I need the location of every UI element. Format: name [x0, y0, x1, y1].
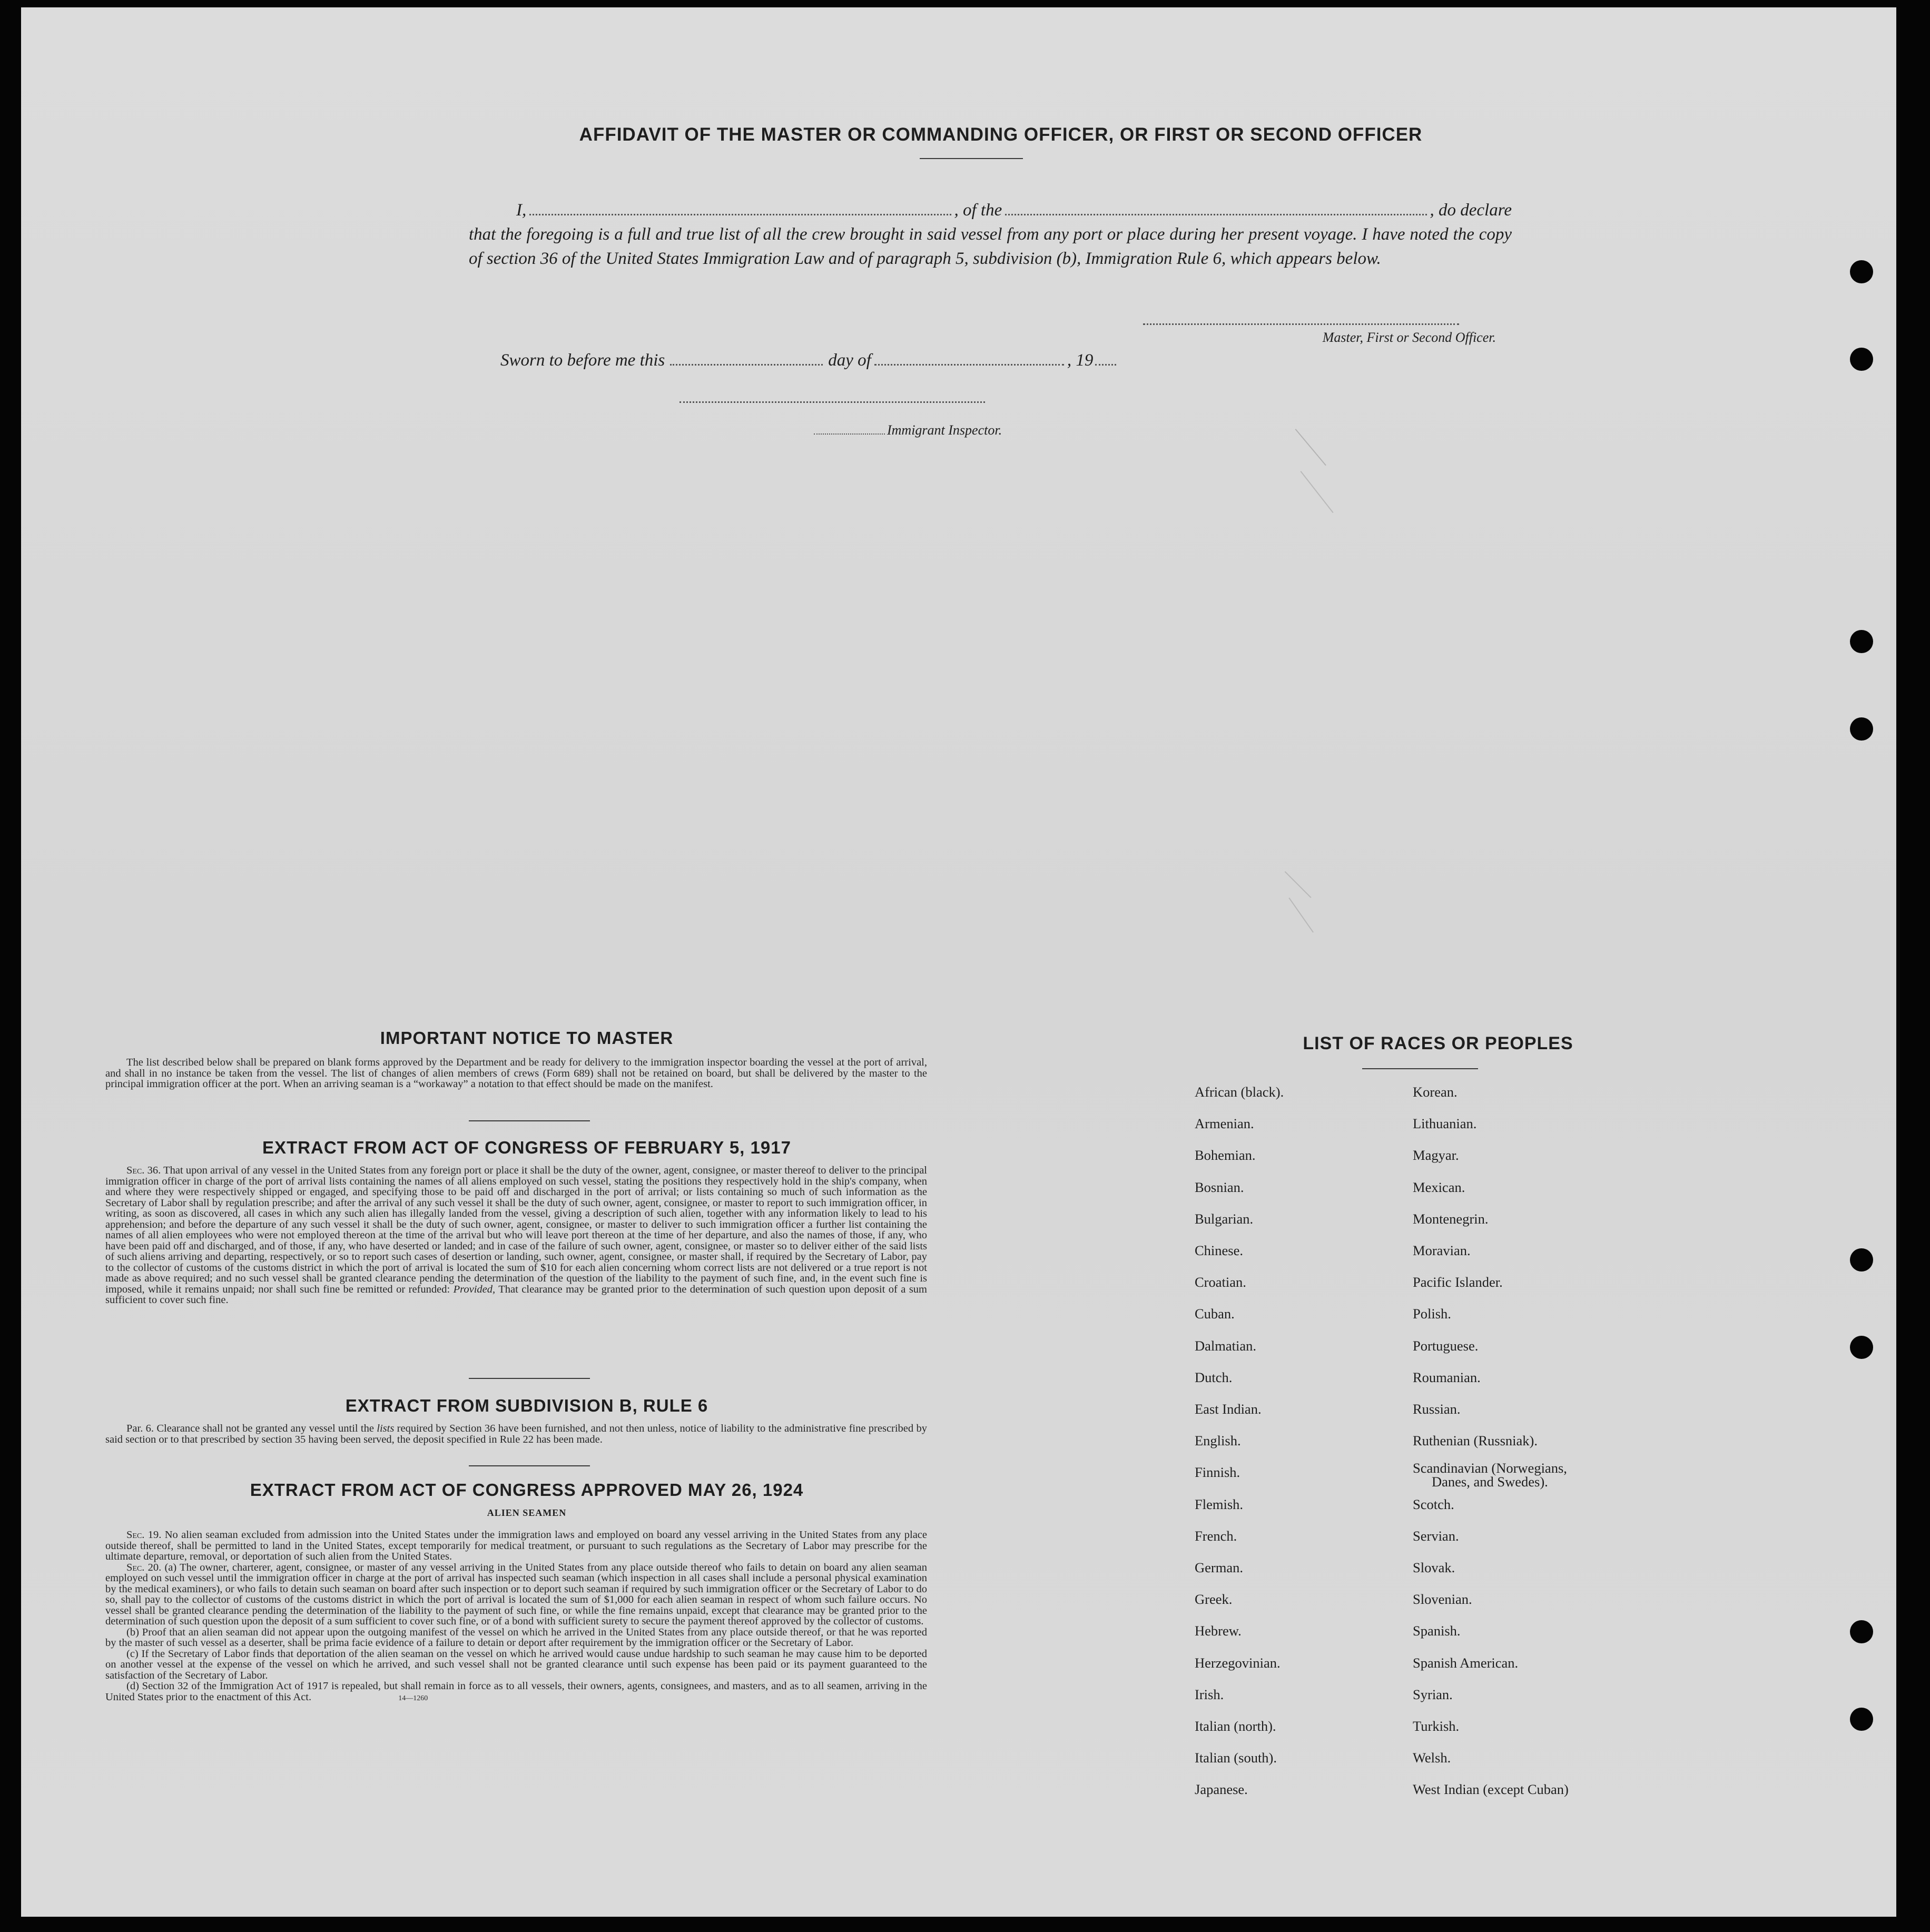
extract-rule6-body — [105, 1423, 927, 1445]
race-label: Ruthenian (Russniak). — [1413, 1433, 1538, 1448]
race-item — [1413, 1529, 1459, 1543]
binder-hole — [1850, 1248, 1873, 1271]
race-item — [1413, 1687, 1453, 1702]
of-the-label: , of the — [954, 201, 1002, 220]
inspector-caption-row — [814, 422, 1002, 438]
extract-1917-body — [105, 1165, 927, 1306]
race-label: Polish. — [1413, 1306, 1451, 1322]
race-label-continuation: Danes, and Swedes). — [1432, 1474, 1548, 1490]
do-declare-label: , do declare — [1430, 201, 1512, 220]
races-title-underline — [1362, 1068, 1478, 1069]
divider-2 — [469, 1378, 590, 1379]
sec19-text: No alien seaman excluded from admission into the United States under the immigration laws and employed on board any vessel arriving in the United States from any place outside thereof, shall be permitted to land in the United States, except temporarily for medical treatment, or pursuant to such regulations as the Secretary of Labor may prescribe for the ultimate departure, removal, or deportation of such alien from the United States. — [105, 1529, 928, 1562]
race-label: Korean. — [1413, 1084, 1458, 1100]
sec20c-paragraph: (c) If the Secretary of Labor finds that deportation of the alien seaman on the vessel on which he arrived would cause undue hardship to such seaman he may cause him to be deported on another vessel at the expense of the vessel on which he arrived, and such vessel shall not be granted clearance until such expense has been paid or its payment guaranteed to the satisfaction of the Secretary of Labor. — [105, 1648, 927, 1681]
race-item: Dutch. — [1195, 1369, 1233, 1385]
scan-mark — [1285, 871, 1312, 898]
divider-1 — [469, 1120, 590, 1121]
race-item: Bulgarian. — [1195, 1211, 1254, 1227]
race-item — [1413, 1750, 1451, 1765]
notice-paragraph: The list described below shall be prepared on blank forms approved by the Department and be ready for delivery to the immigration inspector boarding the vessel at the port of arrival, and shall in no instance be taken from the vessel. The list of changes of alien members of crews (Form 689) shall not be retained on board, but shall be delivered by the master to the principal immigration officer at the port. When an arriving seaman is a “workaway” a notation to that effect should be made on the manifest. — [105, 1057, 927, 1090]
race-item: Croatian. — [1195, 1274, 1246, 1290]
sworn-line — [500, 351, 1116, 370]
extract-rule6-title: EXTRACT FROM SUBDIVISION B, RULE 6 — [345, 1396, 708, 1415]
binder-hole — [1850, 1708, 1873, 1731]
sworn-year-field[interactable] — [1095, 352, 1116, 366]
proviso-label: Provided, — [453, 1283, 496, 1295]
race-label: Welsh. — [1413, 1750, 1451, 1766]
title-underline — [920, 158, 1023, 159]
binder-hole — [1850, 1336, 1873, 1359]
race-label: Montenegrin. — [1413, 1211, 1489, 1227]
extract-1924-body — [105, 1530, 927, 1704]
race-item: Dalmatian. — [1195, 1338, 1256, 1354]
race-item: Cuban. — [1195, 1306, 1235, 1322]
year-label: , 19 — [1067, 351, 1094, 370]
declaration-first-line — [469, 198, 1512, 222]
race-item: Flemish. — [1195, 1496, 1244, 1512]
alien-seamen-subtitle: ALIEN SEAMEN — [487, 1507, 567, 1518]
race-item: African (black). — [1195, 1084, 1284, 1100]
race-label: Syrian. — [1413, 1687, 1453, 1702]
binder-hole — [1850, 1620, 1873, 1643]
sec36-text: That upon arrival of any vessel in the United States from any foreign port or place it shall be the duty of the owner, agent, consignee, or master thereof to deliver to the principal immigration officer in charge of the port of arrival lists containing the names of all aliens employed on such vessel, stating the positions they respectively hold in the ship's company, when and where they were respectively shipped or engaged, and specifying those to be paid off and discharged in the port of arrival; or lists containing so much of such information as the Secretary of Labor shall by regulation prescribe; and after the arrival of any such vessel it shall be the duty of such owner, agent, consignee, or master to report to such immigration officer, in writing, as soon as discovered, all cases in which any such alien has illegally landed from the vessel, giving a description of such alien, together with any information likely to lead to his apprehension; and before the departure of any such vessel it shall be the duty of such owner, agent, consignee, or master to deliver to such immigration officer a further list containing the names of all alien employees who were not employed thereon at the time of the arrival but who will leave port thereon at the time of her departure, and also the names of those, if any, who have been paid off and discharged, and of those, if any, who have deserted or landed; and in case of the failure of such owner, agent, consignee, or master so to deliver either of the said lists of such aliens arriving and departing, respectively, or so to report such cases of desertion or landing, such owner, agent, consignee, or master shall, if required by the Secretary of Labor, pay to the collector of customs of the customs district in which the port of arrival is located the sum of $10 for each alien concerning whom correct lists are not delivered or a true report is not made as above required; and no such vessel shall be granted clearance pending the determination of the question of the liability to the payment of such fine, and, in the event such fine is imposed, while it remains unpaid; nor shall such fine be remitted or refunded: — [105, 1165, 927, 1295]
signature-line[interactable] — [1143, 323, 1459, 325]
race-label: Spanish. — [1413, 1623, 1461, 1639]
race-item: Irish. — [1195, 1687, 1224, 1702]
sec20a-paragraph — [105, 1562, 927, 1627]
race-item — [1413, 1782, 1569, 1797]
proviso-text: That clearance may be granted prior to the determination of such question upon deposit of a sum sufficient to cover such fine. — [105, 1283, 927, 1306]
divider-3 — [469, 1465, 590, 1466]
race-item — [1413, 1085, 1458, 1099]
sec20a-text: (a) The owner, charterer, agent, consignee, or master of any vessel arriving in the United States from any place outside thereof who fails to detain on board any alien seaman employed on such vessel until the immigration officer in charge at the port of arrival has inspected such seaman (which inspection in all cases shall include a personal physical examination by the medical examiners), or who fails to detain such seaman on board after such inspection or to deport such seaman if required by such immigration officer or the Secretary of Labor to do so, shall pay to the collector of customs of the customs district in which the port of arrival is located the sum of $1,000 for each alien seaman in respect of whom such failure occurs. No vessel shall be granted clearance pending the determination of the liability to the payment of such fine, or while the fine remains unpaid, except that clearance may be granted prior to the determination of such question upon the deposit of a sum sufficient to cover such fine, or of a bond with sufficient surety to secure the payment thereof approved by the collector of customs. — [105, 1561, 928, 1627]
par6-text-before: Par. 6. Clearance shall not be granted any vessel until the — [126, 1423, 374, 1434]
race-item — [1413, 1655, 1518, 1670]
i-label: I, — [516, 201, 527, 220]
declaration-body: that the foregoing is a full and true list of all the crew brought in said vessel from any port or place during her present voyage. I have noted the copy of section 36 of the United States Immigration Law and of paragraph 5, subdivision (b), Immigration Rule 6, which appears below. — [469, 225, 1512, 268]
race-item — [1413, 1338, 1478, 1353]
sec20b-paragraph: (b) Proof that an alien seaman did not appear upon the outgoing manifest of the vessel on which he arrived in the United States from any place outside thereof, or that he was reported by the master of such vessel as a deserter, shall be prima facie evidence of a failure to detain or deport after requirement by the immigration officer or the Secretary of Labor. — [105, 1626, 927, 1649]
notice-title: IMPORTANT NOTICE TO MASTER — [380, 1028, 674, 1048]
race-item — [1413, 1402, 1461, 1416]
race-label: Slovak. — [1413, 1560, 1455, 1575]
race-label: Lithuanian. — [1413, 1116, 1477, 1131]
race-label: West Indian (except Cuban) — [1413, 1781, 1569, 1797]
race-item — [1413, 1306, 1451, 1321]
race-item — [1413, 1370, 1481, 1385]
scan-mark — [1300, 471, 1333, 513]
sec20d-text: (d) Section 32 of the Immigration Act of 1917 is repealed, but shall remain in force as to all vessels, their owners, agents, consignees, and masters, and as to all seamen, arriving in the United States prior to the enactment of this Act. — [105, 1680, 927, 1703]
affidavit-title: AFFIDAVIT OF THE MASTER OR COMMANDING OFFICER, OR FIRST OR SECOND OFFICER — [579, 124, 1423, 145]
race-item: English. — [1195, 1433, 1241, 1448]
par6-text-after: required by Section 36 have been furnished, and not then unless, notice of liability to the administrative fine prescribed by said section or to that prescribed by section 35 having been served, the deposit specified in Rule 22 has been made. — [105, 1423, 927, 1445]
signature-caption: Master, First or Second Officer. — [1322, 330, 1496, 345]
inspector-leader — [814, 433, 885, 435]
extract-1917-title: EXTRACT FROM ACT OF CONGRESS OF FEBRUARY 5, 1917 — [262, 1138, 791, 1157]
race-item — [1413, 1243, 1471, 1258]
race-item: Herzegovinian. — [1195, 1655, 1281, 1671]
race-item — [1413, 1623, 1461, 1638]
race-item — [1413, 1148, 1459, 1162]
race-label: Mexican. — [1413, 1179, 1465, 1195]
sec36-label: Sec. 36. — [126, 1165, 161, 1176]
binder-hole — [1850, 717, 1873, 741]
race-item — [1413, 1433, 1538, 1448]
races-title: LIST OF RACES OR PEOPLES — [1303, 1033, 1573, 1053]
sec19-paragraph — [105, 1530, 927, 1562]
vessel-field[interactable] — [1005, 201, 1426, 215]
race-item — [1413, 1497, 1454, 1512]
binder-hole — [1850, 260, 1873, 283]
binder-hole — [1850, 630, 1873, 653]
race-label: Turkish. — [1413, 1718, 1460, 1734]
notice-body — [105, 1057, 927, 1090]
race-item: Chinese. — [1195, 1243, 1243, 1258]
race-item: Japanese. — [1195, 1781, 1248, 1797]
race-item: French. — [1195, 1528, 1237, 1544]
race-label: Roumanian. — [1413, 1369, 1481, 1385]
race-label: Spanish American. — [1413, 1655, 1519, 1671]
sec19-label: Sec. 19. — [126, 1529, 162, 1541]
race-item: Bohemian. — [1195, 1147, 1256, 1163]
race-item: Italian (north). — [1195, 1718, 1276, 1734]
sec20d-paragraph — [105, 1681, 927, 1704]
sec36-paragraph — [105, 1165, 927, 1306]
inspector-signature-line[interactable] — [680, 401, 985, 403]
race-label: Servian. — [1413, 1528, 1459, 1544]
race-label: Slovenian. — [1413, 1591, 1472, 1607]
sworn-month-field[interactable] — [874, 352, 1064, 366]
race-label: Scotch. — [1413, 1496, 1454, 1512]
race-item: Armenian. — [1195, 1116, 1254, 1131]
race-label: Moravian. — [1413, 1243, 1471, 1258]
binder-hole — [1850, 348, 1873, 371]
race-item — [1413, 1461, 1567, 1488]
race-label: Magyar. — [1413, 1147, 1459, 1163]
lists-word: lists — [377, 1423, 395, 1434]
form-sheet — [21, 7, 1896, 1917]
race-item — [1413, 1719, 1459, 1733]
race-item — [1413, 1180, 1465, 1195]
race-item: Italian (south). — [1195, 1750, 1277, 1766]
race-item — [1413, 1211, 1489, 1226]
inspector-caption: Immigrant Inspector. — [887, 422, 1002, 438]
sec20-label: Sec. 20. — [126, 1561, 162, 1573]
race-item: Greek. — [1195, 1591, 1233, 1607]
name-field[interactable] — [529, 201, 951, 215]
race-label: Russian. — [1413, 1401, 1461, 1417]
race-item: Finnish. — [1195, 1464, 1240, 1480]
extract-1924-title: EXTRACT FROM ACT OF CONGRESS APPROVED MAY 26, 1924 — [250, 1480, 804, 1500]
sworn-day-field[interactable] — [670, 352, 823, 366]
race-item: Hebrew. — [1195, 1623, 1242, 1639]
race-label: Scandinavian (Norwegians, — [1413, 1460, 1567, 1476]
race-item — [1413, 1592, 1472, 1606]
form-number: 14—1260 — [398, 1694, 428, 1702]
race-label: Pacific Islander. — [1413, 1274, 1503, 1290]
race-item — [1413, 1275, 1503, 1289]
par6-paragraph — [105, 1423, 927, 1445]
race-item — [1413, 1116, 1476, 1131]
day-of-label: day of — [828, 351, 871, 370]
scan-mark — [1288, 898, 1314, 933]
scan-mark — [1295, 429, 1326, 466]
race-label: Portuguese. — [1413, 1338, 1479, 1354]
race-item — [1413, 1560, 1455, 1575]
race-item: East Indian. — [1195, 1401, 1262, 1417]
sworn-label: Sworn to before me this — [500, 351, 665, 370]
declaration-block — [469, 198, 1512, 271]
race-item: German. — [1195, 1560, 1243, 1575]
race-item: Bosnian. — [1195, 1179, 1244, 1195]
